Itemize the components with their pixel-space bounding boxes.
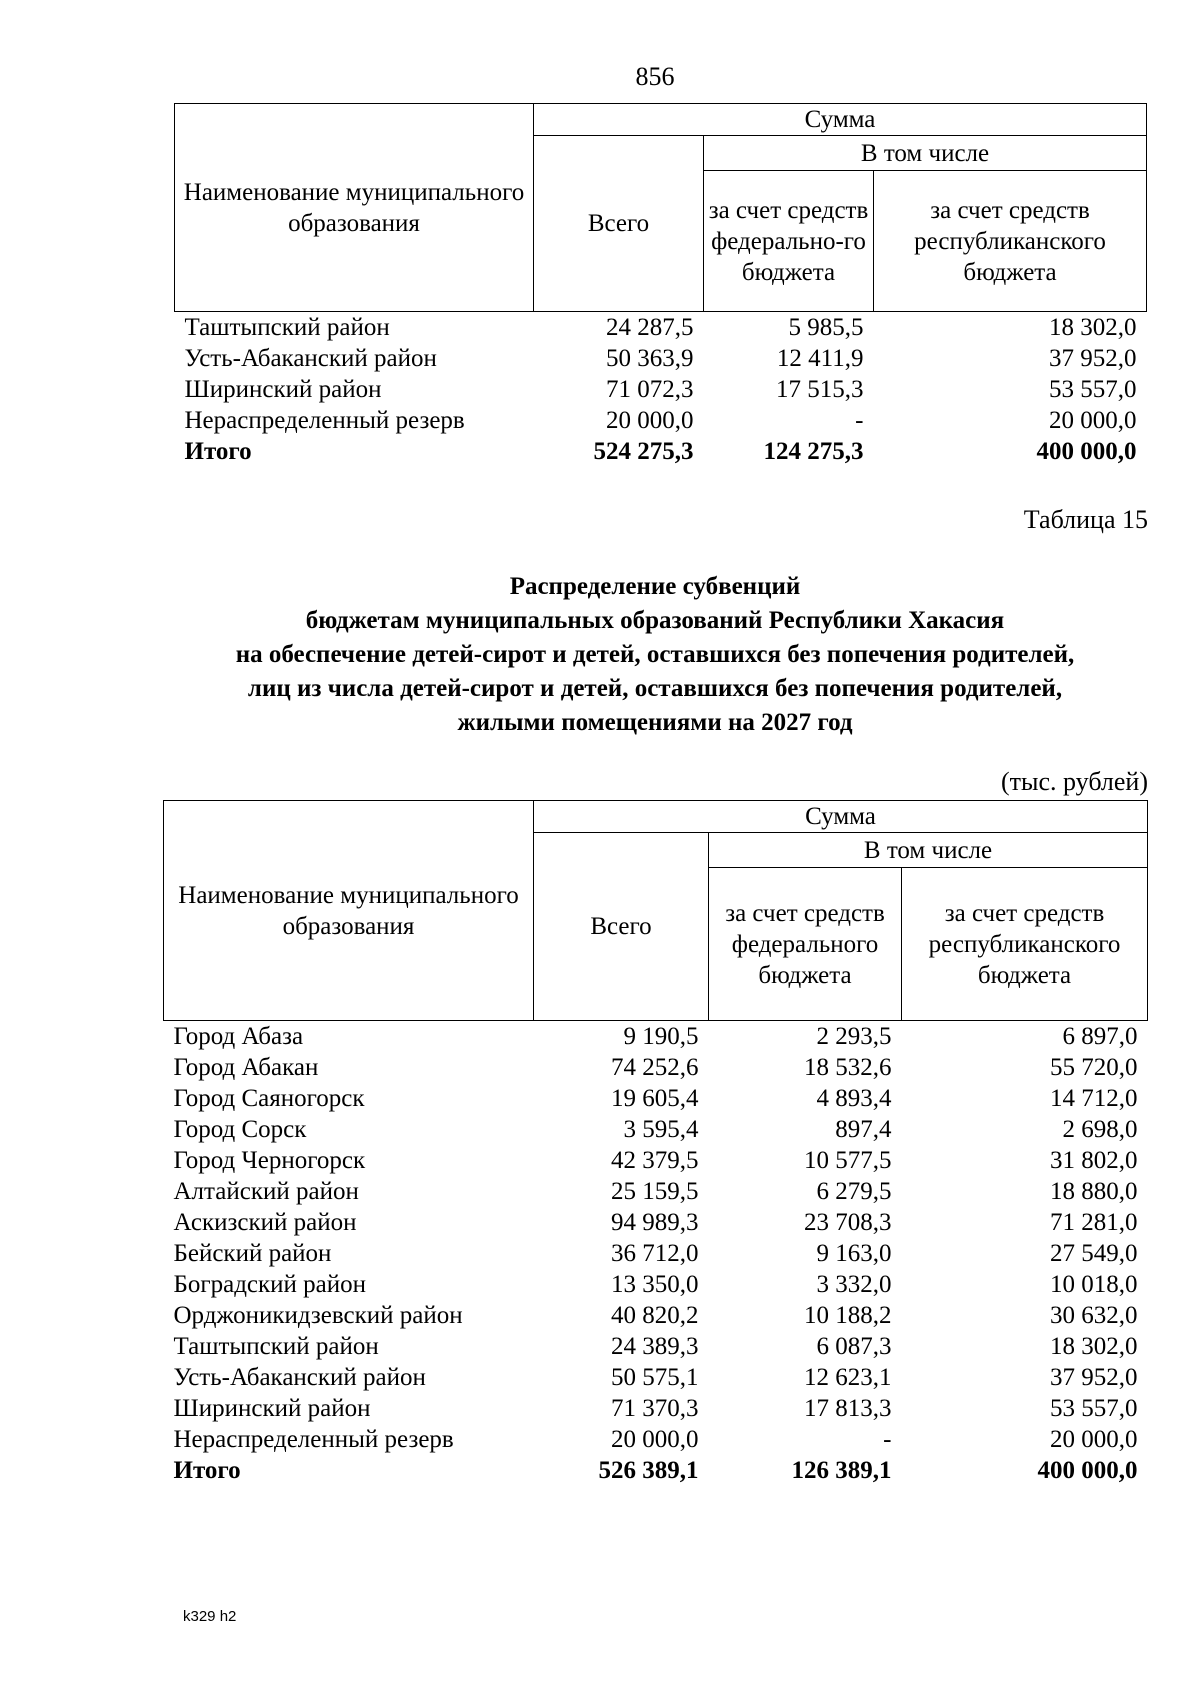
header-republic: за счет средств республиканского бюджета bbox=[902, 868, 1148, 1021]
header-sum: Сумма bbox=[534, 801, 1148, 833]
cell-federal: 18 532,6 bbox=[804, 1054, 892, 1081]
cell-name: Таштыпский район bbox=[184, 314, 390, 341]
table-row bbox=[164, 1021, 1148, 1053]
table-row bbox=[164, 1331, 1148, 1362]
cell-name: Город Абакан bbox=[173, 1054, 319, 1081]
title-line: бюджетам муниципальных образований Республики Хакасия bbox=[305, 607, 1005, 634]
document-title bbox=[0, 570, 1200, 740]
cell-total: 526 389,1 bbox=[598, 1457, 699, 1484]
cell-republic: 10 018,0 bbox=[1050, 1271, 1138, 1298]
cell-federal: 12 411,9 bbox=[776, 345, 864, 372]
cell-name: Город Сорск bbox=[173, 1116, 307, 1143]
cell-republic: 18 880,0 bbox=[1050, 1178, 1138, 1205]
cell-name: Город Абаза bbox=[173, 1023, 304, 1050]
cell-total: 71 370,3 bbox=[611, 1395, 699, 1422]
title-line: жилыми помещениями на 2027 год bbox=[457, 709, 853, 736]
cell-republic: 71 281,0 bbox=[1050, 1209, 1138, 1236]
cell-total: 524 275,3 bbox=[593, 438, 694, 465]
cell-federal: 124 275,3 bbox=[763, 438, 864, 465]
cell-total: 13 350,0 bbox=[611, 1271, 699, 1298]
table-row bbox=[164, 1145, 1148, 1176]
cell-name: Алтайский район bbox=[173, 1178, 359, 1205]
header-sum: Сумма bbox=[534, 104, 1147, 136]
table-row bbox=[164, 1362, 1148, 1393]
header-federal: за счет средств федерального бюджета bbox=[709, 868, 902, 1021]
cell-federal: 4 893,4 bbox=[816, 1085, 892, 1112]
title-line: на обеспечение детей-сирот и детей, оставшихся без попечения родителей, bbox=[235, 641, 1075, 668]
cell-republic: 27 549,0 bbox=[1050, 1240, 1138, 1267]
cell-republic: 18 302,0 bbox=[1049, 314, 1137, 341]
cell-republic: 6 897,0 bbox=[1062, 1023, 1138, 1050]
cell-total: 24 389,3 bbox=[611, 1333, 699, 1360]
cell-federal: - bbox=[883, 1426, 892, 1453]
cell-total: 94 989,3 bbox=[611, 1209, 699, 1236]
cell-federal: 5 985,5 bbox=[788, 314, 864, 341]
table-row bbox=[164, 1238, 1148, 1269]
table-caption: Таблица 15 bbox=[1023, 505, 1148, 534]
header-republic: за счет средств республиканского бюджета bbox=[874, 171, 1147, 312]
table-row bbox=[164, 1269, 1148, 1300]
cell-name: Ширинский район bbox=[173, 1395, 371, 1422]
cell-federal: 10 188,2 bbox=[804, 1302, 892, 1329]
cell-republic: 14 712,0 bbox=[1050, 1085, 1138, 1112]
table-row bbox=[164, 1207, 1148, 1238]
cell-federal: 6 087,3 bbox=[816, 1333, 892, 1360]
table-row bbox=[164, 1052, 1148, 1083]
cell-federal: 23 708,3 bbox=[804, 1209, 892, 1236]
header-total: Всего bbox=[534, 136, 704, 312]
cell-total: 19 605,4 bbox=[611, 1085, 699, 1112]
header-name: Наименование муниципального образования bbox=[164, 801, 534, 1021]
footer-code: k329 h2 bbox=[183, 1608, 237, 1625]
cell-name: Орджоникидзевский район bbox=[173, 1302, 463, 1329]
cell-republic: 400 000,0 bbox=[1036, 438, 1137, 465]
header-name: Наименование муниципального образования bbox=[175, 104, 534, 312]
table-total-row bbox=[175, 436, 1147, 467]
table-total-row bbox=[164, 1455, 1148, 1486]
cell-name: Усть-Абаканский район bbox=[184, 345, 437, 372]
cell-total: 36 712,0 bbox=[611, 1240, 699, 1267]
cell-federal: 10 577,5 bbox=[804, 1147, 892, 1174]
cell-republic: 18 302,0 bbox=[1050, 1333, 1138, 1360]
table-row bbox=[164, 1393, 1148, 1424]
title-line: лиц из числа детей-сирот и детей, оставшихся без попечения родителей, bbox=[247, 675, 1063, 702]
cell-name: Итого bbox=[173, 1457, 241, 1484]
table-2 bbox=[163, 800, 1148, 1486]
table-row bbox=[175, 343, 1147, 374]
cell-name: Усть-Абаканский район bbox=[173, 1364, 426, 1391]
table-row bbox=[164, 1424, 1148, 1455]
cell-republic: 2 698,0 bbox=[1062, 1116, 1138, 1143]
cell-federal: 17 515,3 bbox=[776, 376, 864, 403]
cell-name: Итого bbox=[184, 438, 252, 465]
table-2-body bbox=[164, 1021, 1148, 1487]
cell-name: Аскизский район bbox=[173, 1209, 357, 1236]
cell-federal: 12 623,1 bbox=[804, 1364, 892, 1391]
cell-republic: 55 720,0 bbox=[1050, 1054, 1138, 1081]
cell-republic: 31 802,0 bbox=[1050, 1147, 1138, 1174]
table-1-body bbox=[175, 312, 1147, 468]
units-label: (тыс. рублей) bbox=[1000, 767, 1148, 796]
cell-federal: 17 813,3 bbox=[804, 1395, 892, 1422]
cell-federal: 3 332,0 bbox=[816, 1271, 892, 1298]
cell-republic: 53 557,0 bbox=[1050, 1395, 1138, 1422]
cell-total: 50 575,1 bbox=[611, 1364, 699, 1391]
cell-republic: 37 952,0 bbox=[1049, 345, 1137, 372]
cell-total: 20 000,0 bbox=[606, 407, 694, 434]
cell-federal: 9 163,0 bbox=[816, 1240, 892, 1267]
table-row bbox=[175, 405, 1147, 436]
cell-republic: 37 952,0 bbox=[1050, 1364, 1138, 1391]
cell-federal: 6 279,5 bbox=[816, 1178, 892, 1205]
cell-name: Бейский район bbox=[173, 1240, 332, 1267]
cell-name: Боградский район bbox=[173, 1271, 367, 1298]
cell-federal: 2 293,5 bbox=[816, 1023, 892, 1050]
cell-total: 3 595,4 bbox=[623, 1116, 699, 1143]
cell-name: Ширинский район bbox=[184, 376, 382, 403]
header-including: В том числе bbox=[704, 136, 1147, 171]
page-number: 856 bbox=[635, 62, 675, 91]
table-row bbox=[164, 1300, 1148, 1331]
cell-total: 9 190,5 bbox=[623, 1023, 699, 1050]
table-1 bbox=[174, 103, 1147, 467]
cell-total: 50 363,9 bbox=[606, 345, 694, 372]
cell-total: 42 379,5 bbox=[611, 1147, 699, 1174]
title-line: Распределение субвенций bbox=[509, 573, 801, 600]
cell-name: Нераспределенный резерв bbox=[184, 407, 465, 434]
cell-republic: 30 632,0 bbox=[1050, 1302, 1138, 1329]
cell-federal: 126 389,1 bbox=[791, 1457, 892, 1484]
cell-republic: 400 000,0 bbox=[1037, 1457, 1138, 1484]
cell-total: 74 252,6 bbox=[611, 1054, 699, 1081]
table-row bbox=[175, 312, 1147, 344]
cell-federal: - bbox=[855, 407, 864, 434]
table-row bbox=[164, 1176, 1148, 1207]
cell-total: 24 287,5 bbox=[606, 314, 694, 341]
header-federal: за счет средств федерально-го бюджета bbox=[704, 171, 874, 312]
table-row bbox=[164, 1114, 1148, 1145]
cell-total: 25 159,5 bbox=[611, 1178, 699, 1205]
cell-name: Таштыпский район bbox=[173, 1333, 379, 1360]
cell-republic: 53 557,0 bbox=[1049, 376, 1137, 403]
cell-total: 20 000,0 bbox=[611, 1426, 699, 1453]
cell-name: Нераспределенный резерв bbox=[173, 1426, 454, 1453]
cell-name: Город Саяногорск bbox=[173, 1085, 365, 1112]
table-row bbox=[164, 1083, 1148, 1114]
header-total: Всего bbox=[534, 833, 709, 1021]
table-row bbox=[175, 374, 1147, 405]
cell-total: 40 820,2 bbox=[611, 1302, 699, 1329]
cell-republic: 20 000,0 bbox=[1049, 407, 1137, 434]
cell-total: 71 072,3 bbox=[606, 376, 694, 403]
cell-name: Город Черногорск bbox=[173, 1147, 366, 1174]
cell-republic: 20 000,0 bbox=[1050, 1426, 1138, 1453]
header-including: В том числе bbox=[709, 833, 1148, 868]
cell-federal: 897,4 bbox=[835, 1116, 892, 1143]
